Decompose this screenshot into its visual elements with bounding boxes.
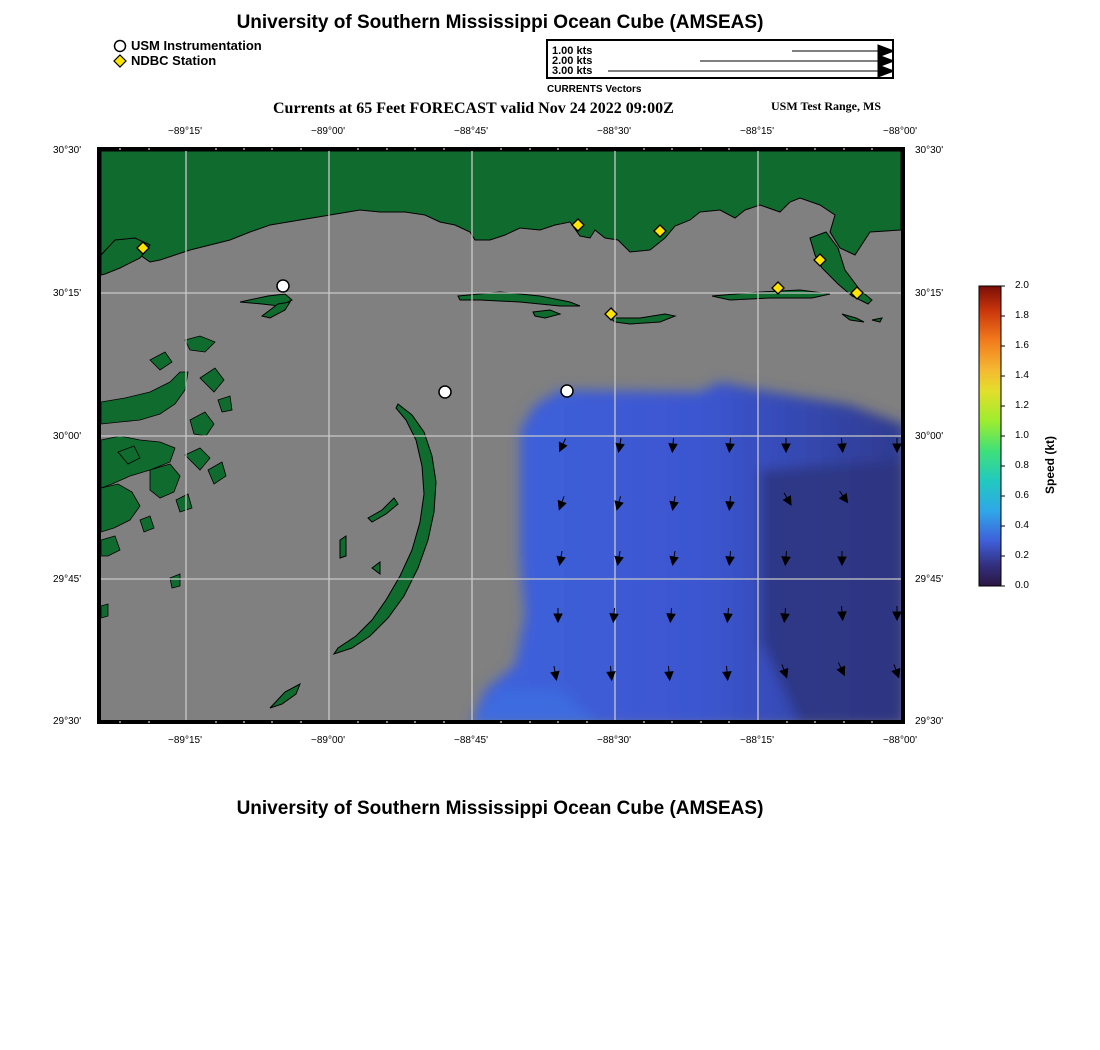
- ndbc-diamond-icon: [113, 54, 127, 68]
- lat-tick-right: 30°30': [915, 145, 944, 156]
- colorbar-tick: 0.2: [1015, 550, 1029, 561]
- lon-tick-bottom: −89°15': [168, 735, 202, 746]
- vector-key-arrows: [548, 41, 892, 77]
- lat-tick-right: 30°15': [915, 288, 944, 299]
- lon-tick-bottom: −88°30': [597, 735, 631, 746]
- vector-key: [546, 39, 894, 79]
- lon-tick-top: −89°15': [168, 126, 202, 137]
- lat-tick-right: 30°00': [915, 431, 944, 442]
- colorbar-tick: 0.4: [1015, 520, 1029, 531]
- colorbar-tick: 0.6: [1015, 490, 1029, 501]
- lon-tick-top: −88°00': [883, 126, 917, 137]
- legend-usm: [113, 38, 262, 53]
- lat-tick-right: 29°30': [915, 716, 944, 727]
- lon-tick-top: −89°00': [311, 126, 345, 137]
- colorbar-label: Speed (kt): [1043, 436, 1057, 495]
- map-canvas[interactable]: [95, 145, 910, 727]
- usm-circle-icon: [113, 39, 127, 53]
- lon-tick-bottom: −89°00': [311, 735, 345, 746]
- footer-title: University of Southern Mississippi Ocean Cube (AMSEAS): [236, 798, 764, 819]
- usm-instrument-marker[interactable]: [561, 385, 573, 397]
- page-title: University of Southern Mississippi Ocean Cube (AMSEAS): [236, 12, 764, 33]
- speed-colorbar: [975, 280, 1015, 592]
- colorbar-tick: 0.8: [1015, 460, 1029, 471]
- vector-key-label-2: 2.00 kts: [552, 55, 593, 67]
- colorbar-tick: 1.6: [1015, 340, 1029, 351]
- lat-tick-left: 30°30': [53, 145, 82, 156]
- usm-instrument-marker[interactable]: [277, 280, 289, 292]
- map-subtitle: Currents at 65 Feet FORECAST valid Nov 24 2022 09:00Z: [273, 100, 674, 117]
- lon-tick-top: −88°15': [740, 126, 774, 137]
- colorbar-tick: 1.8: [1015, 310, 1029, 321]
- lat-tick-right: 29°45': [915, 574, 944, 585]
- legend-usm-label: USM Instrumentation: [131, 38, 262, 53]
- place-label: USM Test Range, MS: [771, 99, 882, 113]
- current-speed-field: [470, 382, 905, 725]
- vector-key-label-1: 1.00 kts: [552, 45, 593, 57]
- colorbar-tick: 1.2: [1015, 400, 1029, 411]
- lat-tick-left: 29°30': [53, 716, 82, 727]
- colorbar-tick: 2.0: [1015, 280, 1029, 291]
- lat-tick-left: 30°00': [53, 431, 82, 442]
- colorbar-tick: 0.0: [1015, 580, 1029, 591]
- usm-instrument-marker[interactable]: [439, 386, 451, 398]
- lat-tick-left: 30°15': [53, 288, 82, 299]
- legend-ndbc: [113, 53, 216, 68]
- lon-tick-bottom: −88°00': [883, 735, 917, 746]
- lon-tick-top: −88°30': [597, 126, 631, 137]
- vector-key-caption: CURRENTS Vectors: [547, 84, 642, 95]
- lon-tick-bottom: −88°15': [740, 735, 774, 746]
- lon-tick-top: −88°45': [454, 126, 488, 137]
- colorbar-tick: 1.4: [1015, 370, 1029, 381]
- lat-tick-left: 29°45': [53, 574, 82, 585]
- vector-key-label-3: 3.00 kts: [552, 65, 593, 77]
- lon-tick-bottom: −88°45': [454, 735, 488, 746]
- legend-ndbc-label: NDBC Station: [131, 53, 217, 68]
- colorbar-tick: 1.0: [1015, 430, 1029, 441]
